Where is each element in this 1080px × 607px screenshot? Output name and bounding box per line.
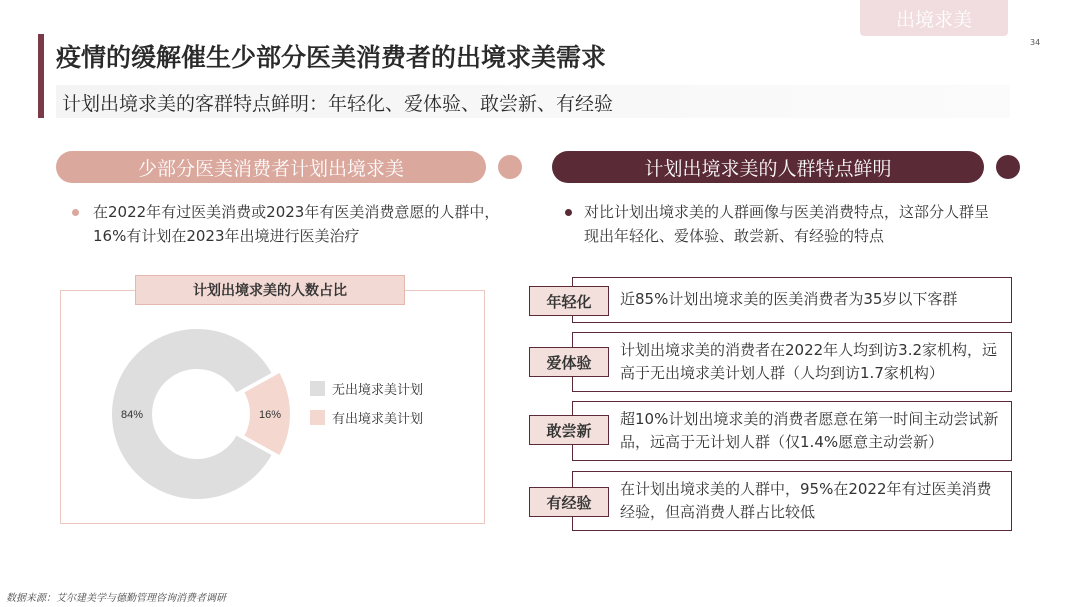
left-bullet-text: 在2022年有过医美消费或2023年有医美消费意愿的人群中，16%有计划在2023年出境进行医美治疗 [93, 203, 500, 245]
right-bullet-text: 对比计划出境求美的人群画像与医美消费特点，这部分人群呈现出年轻化、爱体验、敢尝新、有经验的特点 [584, 203, 990, 245]
left-section-heading: 少部分医美消费者计划出境求美 [56, 151, 486, 183]
legend-label-has-plan: 有出境求美计划 [332, 412, 424, 427]
legend-swatch-has-plan [310, 410, 325, 425]
right-bullet-dot [565, 209, 572, 216]
feature-label-veteran: 有经验 [529, 487, 609, 517]
right-section-heading: 计划出境求美的人群特点鲜明 [552, 151, 984, 183]
data-source-note: 数据来源：艾尔建美学与德勤管理咨询消费者调研 [6, 593, 226, 604]
chart-title: 计划出境求美的人数占比 [135, 275, 405, 305]
left-bullet-dot [72, 209, 79, 216]
feature-label-novelty: 敢尝新 [529, 415, 609, 445]
feature-label-experience: 爱体验 [529, 347, 609, 377]
legend-item-no-plan [310, 379, 423, 398]
donut-label-no-plan: 84% [120, 409, 144, 421]
legend-swatch-no-plan [310, 381, 325, 396]
donut-label-has-plan: 16% [258, 409, 282, 421]
feature-text-novelty: 超10%计划出境求美的消费者愿意在第一时间主动尝试新品，远高于无计划人群（仅1.4%愿意主动尝新） [620, 410, 999, 451]
title-accent-bar [38, 34, 44, 118]
page-number: 34 [1030, 38, 1041, 47]
right-heading-dot [996, 155, 1020, 179]
feature-text-young: 近85%计划出境求美的医美消费者为35岁以下客群 [620, 290, 958, 308]
feature-label-young: 年轻化 [529, 286, 609, 316]
feature-text-veteran: 在计划出境求美的人群中，95%在2022年有过医美消费经验，但高消费人群占比较低 [620, 480, 992, 521]
page-title: 疫情的缓解催生少部分医美消费者的出境求美需求 [56, 43, 607, 72]
left-heading-dot [498, 155, 522, 179]
legend-item-has-plan [310, 408, 423, 427]
legend-label-no-plan: 无出境求美计划 [332, 383, 424, 398]
section-tag: 出境求美 [860, 0, 1008, 36]
feature-text-experience: 计划出境求美的消费者在2022年人均到访3.2家机构，远高于无出境求美计划人群（人均到访1.7家机构） [620, 341, 998, 382]
page-subtitle: 计划出境求美的客群特点鲜明：年轻化、爱体验、敢尝新、有经验 [62, 93, 614, 115]
